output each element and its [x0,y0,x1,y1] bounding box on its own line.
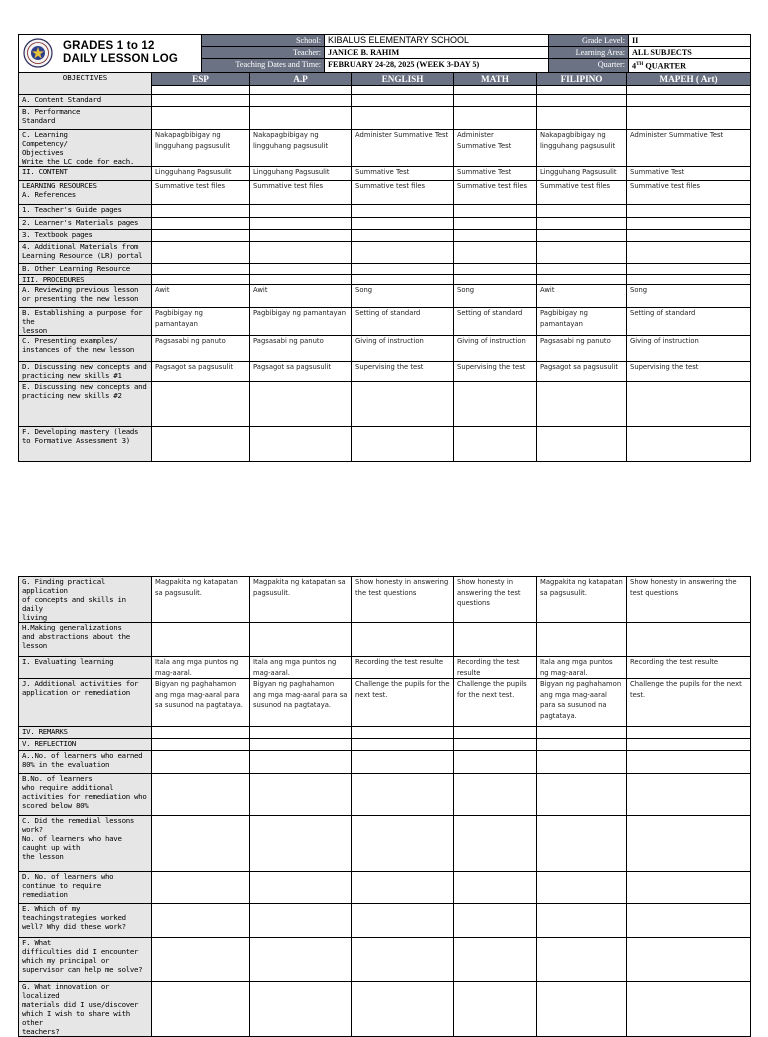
table-row [19,285,751,308]
subject-header-a-p: A.P [250,73,352,86]
table-cell-mapeh-art [627,242,751,264]
table-cell-esp [152,107,250,130]
table-cell-mapeh-art [627,275,751,285]
table-cell-a-p [250,427,352,462]
header-table [18,34,751,73]
table-cell-english [352,774,454,816]
row-label: B. Performance Standard [19,107,152,130]
row-label: E. Which of my teachingstrategies worked well? Why did these work? [19,904,152,938]
table-row [19,679,751,727]
table-cell-filipino [537,264,627,275]
table-cell-filipino [537,242,627,264]
table-cell-a-p [250,95,352,107]
table-cell-filipino: Nakapagbibigay ng lingguhang pagsusulit [537,130,627,167]
row-label: D. Discussing new concepts and practicing new skills #1 [19,362,152,382]
table-cell-a-p [250,107,352,130]
table-cell-filipino [537,107,627,130]
table-cell-math [454,774,537,816]
table-cell-math [454,872,537,904]
table-cell-math: Challenge the pupils for the next test. [454,679,537,727]
table-cell-filipino [537,218,627,230]
table-cell-filipino [537,739,627,751]
subject-header-row [19,73,751,86]
table-cell-english: Show honesty in answering the test questions [352,577,454,623]
table-cell-mapeh-art: Recording the test resulte [627,657,751,679]
table-row [19,904,751,938]
table-cell-english [352,264,454,275]
table-cell-esp [152,275,250,285]
table-cell-a-p: Bigyan ng paghahamon ang mga mag-aaral para sa susunod na pagtataya. [250,679,352,727]
table-row [19,275,751,285]
table-cell-math: Setting of standard [454,308,537,336]
table-row [19,382,751,427]
table-cell-filipino: Magpakita ng katapatan sa pagsusulit. [537,577,627,623]
title-line-1: GRADES 1 to 12 [63,40,155,52]
table-cell-math [454,427,537,462]
log-title [63,40,178,66]
table-cell-mapeh-art: Supervising the test [627,362,751,382]
dates-value: FEBRUARY 24-28, 2025 (WEEK 3-DAY 5) [325,59,549,73]
table-cell-english: Song [352,285,454,308]
table-cell-filipino: Pagbibigay ng pamantayan [537,308,627,336]
table-cell-english [352,938,454,982]
table-cell-english [352,872,454,904]
spacer-cell [454,86,537,95]
table-row [19,577,751,623]
table-cell-english [352,205,454,218]
objectives-header: OBJECTIVES [19,73,152,95]
table-cell-filipino [537,938,627,982]
table-cell-english [352,623,454,657]
row-label: A. Reviewing previous lesson or presenting the new lesson [19,285,152,308]
table-cell-english: Summative test files [352,181,454,205]
table-cell-esp [152,427,250,462]
row-label: F. Developing mastery (leads to Formative Assessment 3) [19,427,152,462]
table-cell-math: Recording the test resulte [454,657,537,679]
row-label: F. What difficulties did I encounter which my principal or supervisor can help me solve? [19,938,152,982]
table-row [19,774,751,816]
table-row [19,623,751,657]
table-cell-english [352,727,454,739]
table-cell-a-p [250,623,352,657]
table-cell-mapeh-art: Administer Summative Test [627,130,751,167]
table-cell-filipino [537,774,627,816]
table-cell-a-p [250,264,352,275]
table-cell-filipino [537,872,627,904]
dates-label: Teaching Dates and Time: [202,59,325,73]
table-cell-a-p: Magpakita ng katapatan sa pagsusulit. [250,577,352,623]
table-cell-esp: Summative test files [152,181,250,205]
row-label: D. No. of learners who continue to require remediation [19,872,152,904]
table-cell-math [454,205,537,218]
table-cell-esp [152,95,250,107]
table-cell-math [454,95,537,107]
table-cell-esp: Pagsasabi ng panuto [152,336,250,362]
table-cell-english [352,230,454,242]
table-cell-a-p [250,275,352,285]
table-cell-math [454,230,537,242]
spacer-cell [627,86,751,95]
table-cell-esp [152,382,250,427]
table-cell-english [352,427,454,462]
spacer-cell [152,86,250,95]
table-cell-filipino [537,230,627,242]
table-cell-mapeh-art: Challenge the pupils for the next test. [627,679,751,727]
table-cell-math: Show honesty in answering the test questions [454,577,537,623]
table-cell-english [352,904,454,938]
table-cell-math: Supervising the test [454,362,537,382]
row-label: B. Other Learning Resource [19,264,152,275]
table-cell-mapeh-art [627,739,751,751]
table-cell-a-p: Awit [250,285,352,308]
spacer-cell [537,86,627,95]
table-cell-math: Song [454,285,537,308]
table-cell-math: Summative test files [454,181,537,205]
table-cell-a-p [250,816,352,872]
table-cell-english: Challenge the pupils for the next test. [352,679,454,727]
table-cell-mapeh-art: Show honesty in answering the test questions [627,577,751,623]
table-cell-english [352,816,454,872]
title-cell [19,35,202,73]
row-label: V. REFLECTION [19,739,152,751]
table-row [19,107,751,130]
table-row [19,218,751,230]
table-row [19,205,751,218]
table-cell-english [352,218,454,230]
table-cell-mapeh-art: Giving of instruction [627,336,751,362]
table-cell-esp [152,751,250,774]
table-cell-english [352,107,454,130]
table-cell-math [454,107,537,130]
table-cell-a-p: Summative test files [250,181,352,205]
table-cell-math [454,816,537,872]
table-cell-esp [152,904,250,938]
subject-header-mapeh-art: MAPEH ( Art) [627,73,751,86]
table-cell-english: Administer Summative Test [352,130,454,167]
row-label: G. Finding practical application of concepts and skills in daily living [19,577,152,623]
row-label: B. Establishing a purpose for the lesson [19,308,152,336]
row-label: LEARNING RESOURCES A. References [19,181,152,205]
table-cell-math: Giving of instruction [454,336,537,362]
table-cell-mapeh-art [627,816,751,872]
table-cell-a-p [250,727,352,739]
table-row [19,264,751,275]
table-cell-english [352,242,454,264]
table-cell-english [352,275,454,285]
table-cell-mapeh-art [627,727,751,739]
row-label: 1. Teacher's Guide pages [19,205,152,218]
table-cell-a-p [250,382,352,427]
table-cell-mapeh-art [627,872,751,904]
table-cell-esp [152,218,250,230]
table-cell-english: Giving of instruction [352,336,454,362]
table-cell-mapeh-art [627,95,751,107]
table-row [19,181,751,205]
table-cell-mapeh-art [627,264,751,275]
table-cell-a-p [250,739,352,751]
table-cell-filipino: Pagsasabi ng panuto [537,336,627,362]
table-cell-esp: Lingguhang Pagsusulit [152,167,250,181]
table-cell-esp: Magpakita ng katapatan sa pagsusulit. [152,577,250,623]
table-cell-esp: Awit [152,285,250,308]
row-label: G. What innovation or localized materials did I use/discover which I wish to share with other teachers? [19,982,152,1037]
table-cell-english [352,382,454,427]
table-cell-mapeh-art [627,230,751,242]
row-label: A..No. of learners who earned 80% in the evaluation [19,751,152,774]
table-cell-english [352,95,454,107]
table-cell-math [454,727,537,739]
table-cell-a-p [250,904,352,938]
table-cell-math [454,264,537,275]
school-value: KIBALUS ELEMENTARY SCHOOL [325,35,549,47]
title-line-2: DAILY LESSON LOG [63,53,179,65]
table-cell-math [454,623,537,657]
table-cell-english: Summative Test [352,167,454,181]
table-cell-a-p [250,872,352,904]
table-cell-math [454,938,537,982]
table-cell-math [454,275,537,285]
table-cell-mapeh-art [627,218,751,230]
area-label: Learning Area: [549,47,629,59]
table-cell-a-p [250,982,352,1037]
row-label: III. PROCEDURES [19,275,152,285]
table-cell-a-p [250,242,352,264]
row-label: J. Additional activities for application or remediation [19,679,152,727]
quarter-value [629,59,751,73]
table-cell-english [352,751,454,774]
table-cell-mapeh-art [627,427,751,462]
table-cell-filipino [537,727,627,739]
table-cell-math [454,382,537,427]
subject-header-esp: ESP [152,73,250,86]
deped-seal-icon [23,38,53,68]
table-cell-mapeh-art [627,751,751,774]
area-value: ALL SUBJECTS [629,47,751,59]
teacher-label: Teacher: [202,47,325,59]
lesson-table-part2-wrap [18,576,750,1037]
table-cell-filipino: Lingguhang Pagsusulit [537,167,627,181]
lesson-table-part2 [18,576,751,1037]
table-cell-esp [152,774,250,816]
table-cell-math [454,739,537,751]
table-cell-esp [152,982,250,1037]
subject-header-math: MATH [454,73,537,86]
row-label: A. Content Standard [19,95,152,107]
table-cell-math: Administer Summative Test [454,130,537,167]
table-cell-a-p: Pagsasabi ng panuto [250,336,352,362]
table-cell-a-p [250,938,352,982]
spacer-cell [352,86,454,95]
table-cell-a-p [250,205,352,218]
quarter-suffix: TH [636,62,644,67]
table-cell-esp: Itala ang mga puntos ng mag-aaral. [152,657,250,679]
row-label: C. Did the remedial lessons work? No. of learners who have caught up with the lesson [19,816,152,872]
table-cell-esp [152,230,250,242]
table-cell-filipino [537,982,627,1037]
table-cell-mapeh-art [627,382,751,427]
table-cell-english [352,739,454,751]
table-cell-filipino [537,205,627,218]
row-label: I. Evaluating learning [19,657,152,679]
row-label: 4. Additional Materials from Learning Resource (LR) portal [19,242,152,264]
teacher-value: JANICE B. RAHIM [325,47,549,59]
table-cell-filipino [537,427,627,462]
grade-value: II [629,35,751,47]
table-cell-filipino: Itala ang mga puntos ng mag-aaral. [537,657,627,679]
table-cell-filipino: Bigyan ng paghahamon ang mga mag-aaral para sa susunod na pagtataya. [537,679,627,727]
lesson-table-part1-wrap [18,72,750,462]
table-cell-english: Supervising the test [352,362,454,382]
table-cell-mapeh-art [627,982,751,1037]
table-cell-esp: Pagbibigay ng pamantayan [152,308,250,336]
table-cell-esp [152,205,250,218]
table-row [19,872,751,904]
table-cell-esp: Bigyan ng paghahamon ang mga mag-aaral para sa susunod na pagtataya. [152,679,250,727]
table-row [19,727,751,739]
table-cell-mapeh-art [627,623,751,657]
table-cell-filipino [537,95,627,107]
table-cell-math: Summative Test [454,167,537,181]
grade-label: Grade Level: [549,35,629,47]
table-row [19,242,751,264]
table-cell-filipino [537,382,627,427]
table-row [19,95,751,107]
table-cell-math [454,982,537,1037]
table-cell-filipino: Pagsagot sa pagsusulit [537,362,627,382]
spacer-cell [250,86,352,95]
row-label: II. CONTENT [19,167,152,181]
table-cell-mapeh-art [627,774,751,816]
table-row [19,938,751,982]
table-cell-math [454,751,537,774]
table-cell-a-p [250,218,352,230]
table-cell-esp [152,727,250,739]
table-cell-a-p [250,751,352,774]
row-label: IV. REMARKS [19,727,152,739]
table-cell-a-p: Nakapagbibigay ng lingguhang pagsusulit [250,130,352,167]
table-cell-mapeh-art [627,205,751,218]
subject-header-filipino: FILIPINO [537,73,627,86]
table-cell-esp: Nakapagbibigay ng lingguhang pagsusulit [152,130,250,167]
table-cell-english: Setting of standard [352,308,454,336]
table-cell-filipino [537,816,627,872]
table-cell-filipino [537,904,627,938]
table-row [19,751,751,774]
table-cell-esp [152,938,250,982]
table-row [19,657,751,679]
table-cell-mapeh-art [627,938,751,982]
table-cell-a-p: Pagbibigay ng pamantayan [250,308,352,336]
table-cell-english [352,982,454,1037]
table-cell-a-p: Itala ang mga puntos ng mag-aaral. [250,657,352,679]
table-cell-a-p: Pagsagot sa pagsusulit [250,362,352,382]
table-cell-mapeh-art [627,107,751,130]
table-cell-mapeh-art: Setting of standard [627,308,751,336]
table-cell-math [454,242,537,264]
table-cell-english: Recording the test resulte [352,657,454,679]
table-cell-mapeh-art: Summative Test [627,167,751,181]
table-cell-math [454,218,537,230]
table-cell-filipino [537,751,627,774]
table-cell-a-p [250,230,352,242]
table-cell-mapeh-art: Summative test files [627,181,751,205]
table-row [19,336,751,362]
table-cell-filipino: Awit [537,285,627,308]
quarter-word: QUARTER [643,61,687,71]
quarter-label: Quarter: [549,59,629,73]
row-label: C. Learning Competency/ Objectives Write the LC code for each. [19,130,152,167]
table-row [19,167,751,181]
table-cell-esp [152,264,250,275]
school-label: School: [202,35,325,47]
table-cell-esp [152,872,250,904]
table-cell-a-p: Lingguhang Pagsusulit [250,167,352,181]
table-cell-esp [152,739,250,751]
table-cell-a-p [250,774,352,816]
table-row [19,427,751,462]
table-row [19,130,751,167]
header-block [18,34,750,72]
table-row [19,362,751,382]
table-row [19,308,751,336]
table-cell-math [454,904,537,938]
table-cell-mapeh-art [627,904,751,938]
table-row [19,739,751,751]
row-label: 3. Textbook pages [19,230,152,242]
row-label: C. Presenting examples/ instances of the new lesson [19,336,152,362]
table-cell-esp [152,623,250,657]
table-cell-esp: Pagsagot sa pagsusulit [152,362,250,382]
table-row [19,816,751,872]
row-label: H.Making generalizations and abstractions about the lesson [19,623,152,657]
row-label: B.No. of learners who require additional activities for remediation who scored below 80% [19,774,152,816]
row-label: 2. Learner's Materials pages [19,218,152,230]
lesson-table-part1 [18,72,751,462]
table-cell-esp [152,242,250,264]
table-cell-filipino [537,623,627,657]
row-label: E. Discussing new concepts and practicing new skills #2 [19,382,152,427]
table-cell-filipino [537,275,627,285]
table-row [19,230,751,242]
table-row [19,982,751,1037]
subject-header-english: ENGLISH [352,73,454,86]
table-cell-filipino: Summative test files [537,181,627,205]
quarter-number: 4 [632,61,637,71]
table-cell-esp [152,816,250,872]
table-cell-mapeh-art: Song [627,285,751,308]
